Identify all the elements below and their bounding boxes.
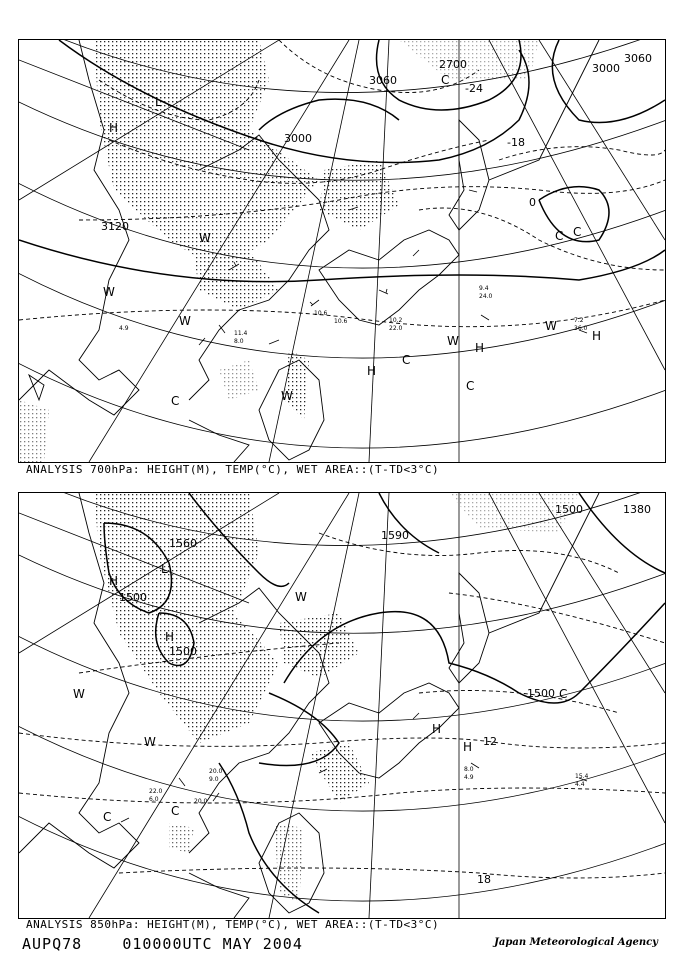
isotherm-label: 0 bbox=[529, 196, 536, 209]
center-marker: H bbox=[463, 740, 473, 754]
station-value: 15.4 bbox=[575, 773, 589, 780]
height-label: 3000 bbox=[284, 132, 312, 145]
station-value: 11.4 bbox=[234, 330, 248, 337]
valid-time: 010000UTC MAY 2004 bbox=[122, 935, 303, 953]
height-label: 3120 bbox=[101, 220, 129, 233]
chart-identifier bbox=[22, 935, 303, 953]
caption-700hpa: ANALYSIS 700hPa: HEIGHT(M), TEMP(°C), WET AREA::(T-TD<3°C) bbox=[26, 463, 440, 476]
center-marker: C bbox=[441, 73, 450, 87]
center-marker: C bbox=[171, 394, 180, 408]
isotherm-label: -24 bbox=[465, 82, 483, 95]
station-value: 9.4 bbox=[479, 285, 489, 292]
height-label: 1500 bbox=[169, 645, 197, 658]
height-label: 1590 bbox=[381, 529, 409, 542]
height-label: 3000 bbox=[592, 62, 620, 75]
center-marker: W bbox=[447, 334, 459, 348]
center-marker: C bbox=[573, 225, 582, 239]
map-850hpa-svg bbox=[19, 493, 665, 918]
isotherm-label: 18 bbox=[477, 873, 491, 886]
analysis-700hpa-map bbox=[18, 39, 666, 463]
center-marker: L bbox=[155, 95, 162, 109]
station-value: 4.9 bbox=[464, 774, 474, 781]
center-marker: H bbox=[475, 341, 485, 355]
station-value: 20.0 bbox=[209, 768, 223, 775]
center-marker: C bbox=[402, 353, 411, 367]
station-value: 4.9 bbox=[119, 325, 129, 332]
station-value: 6.0 bbox=[149, 796, 159, 803]
height-label: 1380 bbox=[623, 503, 651, 516]
agency-name: Japan Meteorological Agency bbox=[494, 937, 658, 948]
center-marker: W bbox=[545, 319, 557, 333]
center-marker: H bbox=[367, 364, 377, 378]
center-marker: W bbox=[103, 285, 115, 299]
station-value: 4.4 bbox=[575, 781, 585, 788]
station-value: 22.0 bbox=[149, 788, 163, 795]
center-marker: H bbox=[109, 121, 119, 135]
chart-code: AUPQ78 bbox=[22, 935, 83, 953]
isotherm-labels bbox=[477, 735, 497, 886]
map-700hpa-svg bbox=[19, 40, 665, 462]
station-value: 7.2 bbox=[574, 317, 584, 324]
center-marker: H bbox=[432, 722, 442, 736]
height-label: 1500 bbox=[527, 687, 555, 700]
center-marker: W bbox=[144, 735, 156, 749]
station-value: 8.0 bbox=[464, 766, 474, 773]
station-value: 10.6 bbox=[334, 318, 348, 325]
center-marker: W bbox=[179, 314, 191, 328]
wet-area-shading bbox=[94, 493, 579, 903]
height-label: 2700 bbox=[439, 58, 467, 71]
center-marker: W bbox=[73, 687, 85, 701]
center-marker: C bbox=[171, 804, 180, 818]
isotherm-label: 12 bbox=[483, 735, 497, 748]
height-label: 1500 bbox=[119, 591, 147, 604]
station-value: 20.0 bbox=[194, 798, 208, 805]
caption-850hpa: ANALYSIS 850hPa: HEIGHT(M), TEMP(°C), WET AREA::(T-TD<3°C) bbox=[26, 918, 440, 931]
height-label: 3060 bbox=[624, 52, 652, 65]
analysis-850hpa-map bbox=[18, 492, 666, 919]
center-marker: C bbox=[555, 229, 564, 243]
center-marker: C bbox=[559, 687, 568, 701]
center-marker: W bbox=[199, 231, 211, 245]
station-value: 36.0 bbox=[574, 325, 588, 332]
center-marker: H bbox=[109, 574, 119, 588]
station-value: 9.0 bbox=[209, 776, 219, 783]
center-marker: C bbox=[103, 810, 112, 824]
station-value: 10.6 bbox=[314, 310, 328, 317]
center-marker: C bbox=[466, 379, 475, 393]
station-value: 8.0 bbox=[234, 338, 244, 345]
isotherm-labels bbox=[465, 82, 536, 209]
height-label: 3060 bbox=[369, 74, 397, 87]
station-value: 10.2 bbox=[389, 317, 403, 324]
station-value: 24.0 bbox=[479, 293, 493, 300]
center-marker: W bbox=[295, 590, 307, 604]
height-label: 1560 bbox=[169, 537, 197, 550]
station-value: 22.0 bbox=[389, 325, 403, 332]
station-values bbox=[149, 766, 589, 805]
isotherm-label: -18 bbox=[507, 136, 525, 149]
center-marker: W bbox=[281, 389, 293, 403]
center-marker: H bbox=[592, 329, 602, 343]
height-label: 1500 bbox=[555, 503, 583, 516]
center-marker: L bbox=[161, 562, 168, 576]
center-marker: H bbox=[165, 630, 175, 644]
